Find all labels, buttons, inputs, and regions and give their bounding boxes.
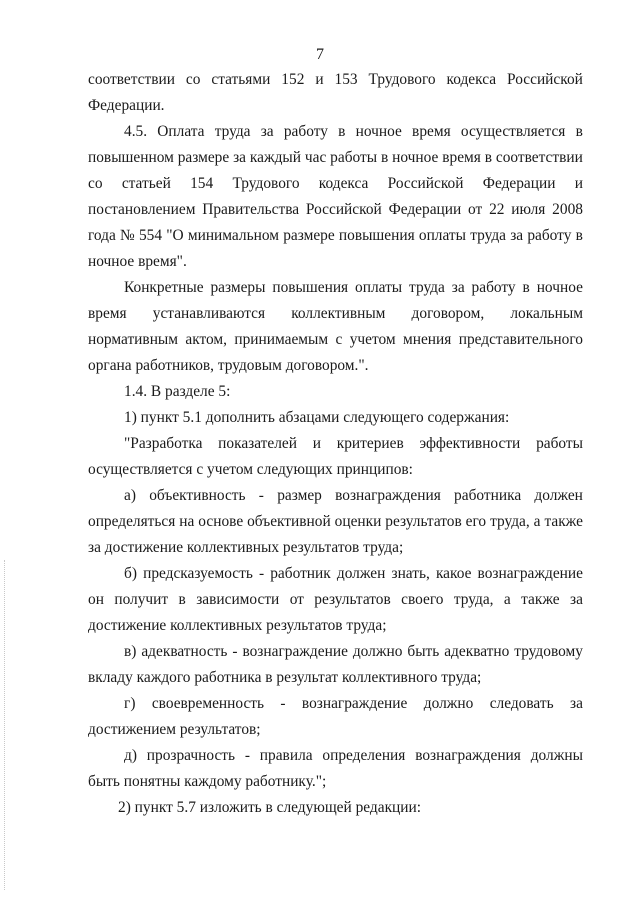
- word: принимаемым: [234, 331, 329, 348]
- word: работы: [330, 149, 378, 166]
- word: должно: [423, 695, 474, 712]
- word: труда,: [453, 591, 494, 608]
- word: правила: [259, 747, 313, 764]
- word: 22: [489, 201, 505, 218]
- word: час: [304, 149, 327, 166]
- text-line: [88, 145, 583, 171]
- word: соответствии: [495, 149, 583, 166]
- word: в: [380, 149, 389, 166]
- word: в): [124, 643, 137, 660]
- text-line: за достижение коллективных результатов труда;: [88, 539, 404, 556]
- word: постановлением: [88, 201, 196, 218]
- text-line: вкладу каждого работника в результат коллективного труда;: [88, 669, 482, 686]
- word: в: [338, 123, 346, 140]
- word: эффективности: [419, 435, 521, 452]
- word: 2008: [552, 201, 583, 218]
- word: Трудового: [232, 175, 300, 192]
- word: коллективным: [291, 305, 386, 322]
- word: ночное: [355, 123, 402, 140]
- word: локальным: [510, 305, 583, 322]
- word: работы: [536, 435, 583, 452]
- word: определяться: [88, 513, 176, 530]
- word: за: [570, 591, 583, 608]
- word: -: [232, 643, 238, 660]
- word: в: [178, 591, 186, 608]
- word: с: [335, 331, 343, 348]
- word: договором,: [411, 305, 485, 322]
- word: кодекса: [318, 175, 369, 192]
- word: в: [522, 279, 530, 296]
- text-line: [88, 509, 583, 535]
- word: быть: [407, 643, 440, 660]
- text-line: 2) пункт 5.7 изложить в следующей редакции:: [118, 799, 422, 816]
- word: вознаграждения: [415, 747, 521, 764]
- word: также: [544, 513, 583, 530]
- word: представительного: [458, 331, 583, 348]
- text-line: [88, 119, 583, 145]
- word: в: [575, 227, 583, 244]
- word: оплаты: [418, 227, 466, 244]
- word: ночное: [536, 279, 583, 296]
- word: устанавливаются: [152, 305, 266, 322]
- word: учетом: [349, 331, 396, 348]
- text-line: ночное время".: [88, 253, 187, 270]
- word: 4.5.: [124, 123, 148, 140]
- word: размеры: [210, 279, 266, 296]
- word: должны: [530, 747, 583, 764]
- word: знать,: [391, 565, 430, 582]
- text-line: [88, 587, 583, 613]
- text-line: быть понятны каждому работнику.";: [88, 773, 327, 790]
- word: б): [124, 565, 137, 582]
- word: размере: [177, 149, 230, 166]
- text-line: [88, 197, 583, 223]
- word: июля: [511, 201, 546, 218]
- word: "Разработка: [124, 435, 203, 452]
- word: мнения: [402, 331, 452, 348]
- text-line: [88, 275, 583, 301]
- word: года: [88, 227, 116, 244]
- word: статьей: [121, 175, 171, 192]
- word: время: [88, 305, 127, 322]
- word: повышения: [338, 227, 415, 244]
- word: должно: [352, 643, 403, 660]
- word: труда: [470, 227, 506, 244]
- word: время: [442, 149, 481, 166]
- word: вознаграждения: [335, 487, 441, 504]
- word: результатов: [314, 591, 391, 608]
- word: "О: [166, 227, 184, 244]
- word: работник: [270, 565, 331, 582]
- text-line: [88, 301, 583, 327]
- word: а): [124, 487, 136, 504]
- word: за: [260, 123, 274, 140]
- text-line: 1) пункт 5.1 дополнить абзацами следующего содержания:: [124, 409, 510, 426]
- word: предсказуемость: [143, 565, 253, 582]
- word: Конкретные: [124, 279, 204, 296]
- word: нормативным: [88, 331, 179, 348]
- word: соответствии: [88, 71, 175, 88]
- word: следовать: [489, 695, 554, 712]
- document-body: [88, 67, 583, 821]
- word: кодекса: [446, 71, 497, 88]
- word: и: [312, 435, 321, 452]
- word: г): [124, 695, 136, 712]
- word: вознаграждение: [477, 565, 583, 582]
- text-line: [88, 431, 583, 457]
- page-number: 7: [316, 46, 324, 63]
- text-line: 1.4. В разделе 5:: [124, 383, 231, 400]
- word: за: [510, 227, 524, 244]
- word: повышения: [272, 279, 349, 296]
- text-line: [88, 327, 583, 353]
- text-line: [88, 691, 583, 717]
- word: №: [120, 227, 135, 244]
- word: в: [575, 123, 583, 140]
- text-line: [88, 67, 583, 93]
- text-line: [88, 561, 583, 587]
- word: д): [124, 747, 137, 764]
- word: статьями: [211, 71, 271, 88]
- word: работу: [283, 123, 328, 140]
- word: должен: [534, 487, 583, 504]
- word: труда,: [490, 513, 530, 530]
- text-line: органа работников, трудовым договором.".: [88, 357, 369, 374]
- text-line: достижением результатов;: [88, 721, 261, 738]
- word: Правительства: [202, 201, 300, 218]
- text-line: [88, 743, 583, 769]
- word: он: [88, 591, 104, 608]
- word: а: [503, 591, 511, 608]
- word: прозрачность: [146, 747, 236, 764]
- word: за: [570, 695, 583, 712]
- word: за: [451, 279, 465, 296]
- text-line: осуществляется с учетом следующих принципов:: [88, 461, 413, 478]
- word: труда: [409, 279, 445, 296]
- word: актом,: [185, 331, 227, 348]
- word: какое: [435, 565, 472, 582]
- word: в: [484, 149, 493, 166]
- word: своевременность: [151, 695, 265, 712]
- word: Трудового: [368, 71, 436, 88]
- word: Российской: [305, 201, 382, 218]
- word: каждый: [249, 149, 302, 166]
- word: результатов: [385, 513, 462, 530]
- text-line: Федерации.: [88, 97, 165, 114]
- word: 153: [334, 71, 358, 88]
- word: труда: [214, 123, 251, 140]
- word: за: [233, 149, 247, 166]
- word: оплаты: [355, 279, 403, 296]
- text-line: [88, 171, 583, 197]
- word: 154: [190, 175, 214, 192]
- word: Российской: [387, 175, 464, 192]
- word: на: [179, 513, 195, 530]
- word: объективность: [149, 487, 246, 504]
- word: -: [258, 565, 265, 582]
- text-line: достижение коллективных результатов труда;: [88, 617, 387, 634]
- word: зависимости: [196, 591, 280, 608]
- word: показателей: [218, 435, 297, 452]
- word: а: [533, 513, 541, 530]
- word: его: [465, 513, 487, 530]
- word: вознаграждение: [301, 695, 408, 712]
- word: размере: [283, 227, 335, 244]
- word: 554: [138, 227, 163, 244]
- text-line: [88, 483, 583, 509]
- word: и: [315, 71, 324, 88]
- word: также: [521, 591, 560, 608]
- word: повышенном: [88, 149, 174, 166]
- word: ночное: [392, 149, 439, 166]
- word: своего: [401, 591, 444, 608]
- text-line: [88, 223, 583, 249]
- word: адекватно: [444, 643, 510, 660]
- word: от: [468, 201, 483, 218]
- word: определения: [322, 747, 406, 764]
- text-line: [88, 639, 583, 665]
- word: критериев: [336, 435, 404, 452]
- word: 152: [281, 71, 305, 88]
- word: минимальном: [187, 227, 279, 244]
- word: оценки: [334, 513, 382, 530]
- word: вознаграждение: [242, 643, 348, 660]
- word: -: [258, 487, 264, 504]
- word: работу: [527, 227, 572, 244]
- word: работу: [471, 279, 516, 296]
- word: размер: [277, 487, 322, 504]
- word: Российской: [507, 71, 583, 88]
- word: со: [185, 71, 201, 88]
- word: трудовому: [514, 643, 583, 660]
- scan-margin-marks: [4, 560, 6, 890]
- word: и: [574, 175, 583, 192]
- word: Федерации: [482, 175, 556, 192]
- word: должен: [336, 565, 386, 582]
- word: -: [244, 747, 250, 764]
- word: время: [412, 123, 451, 140]
- word: получит: [114, 591, 169, 608]
- word: со: [88, 175, 103, 192]
- word: Федерации: [388, 201, 462, 218]
- word: от: [289, 591, 304, 608]
- word: работника: [454, 487, 522, 504]
- word: объективной: [247, 513, 331, 530]
- word: -: [280, 695, 286, 712]
- word: адекватность: [141, 643, 228, 660]
- word: Оплата: [157, 123, 205, 140]
- word: основе: [198, 513, 244, 530]
- word: осуществляется: [460, 123, 566, 140]
